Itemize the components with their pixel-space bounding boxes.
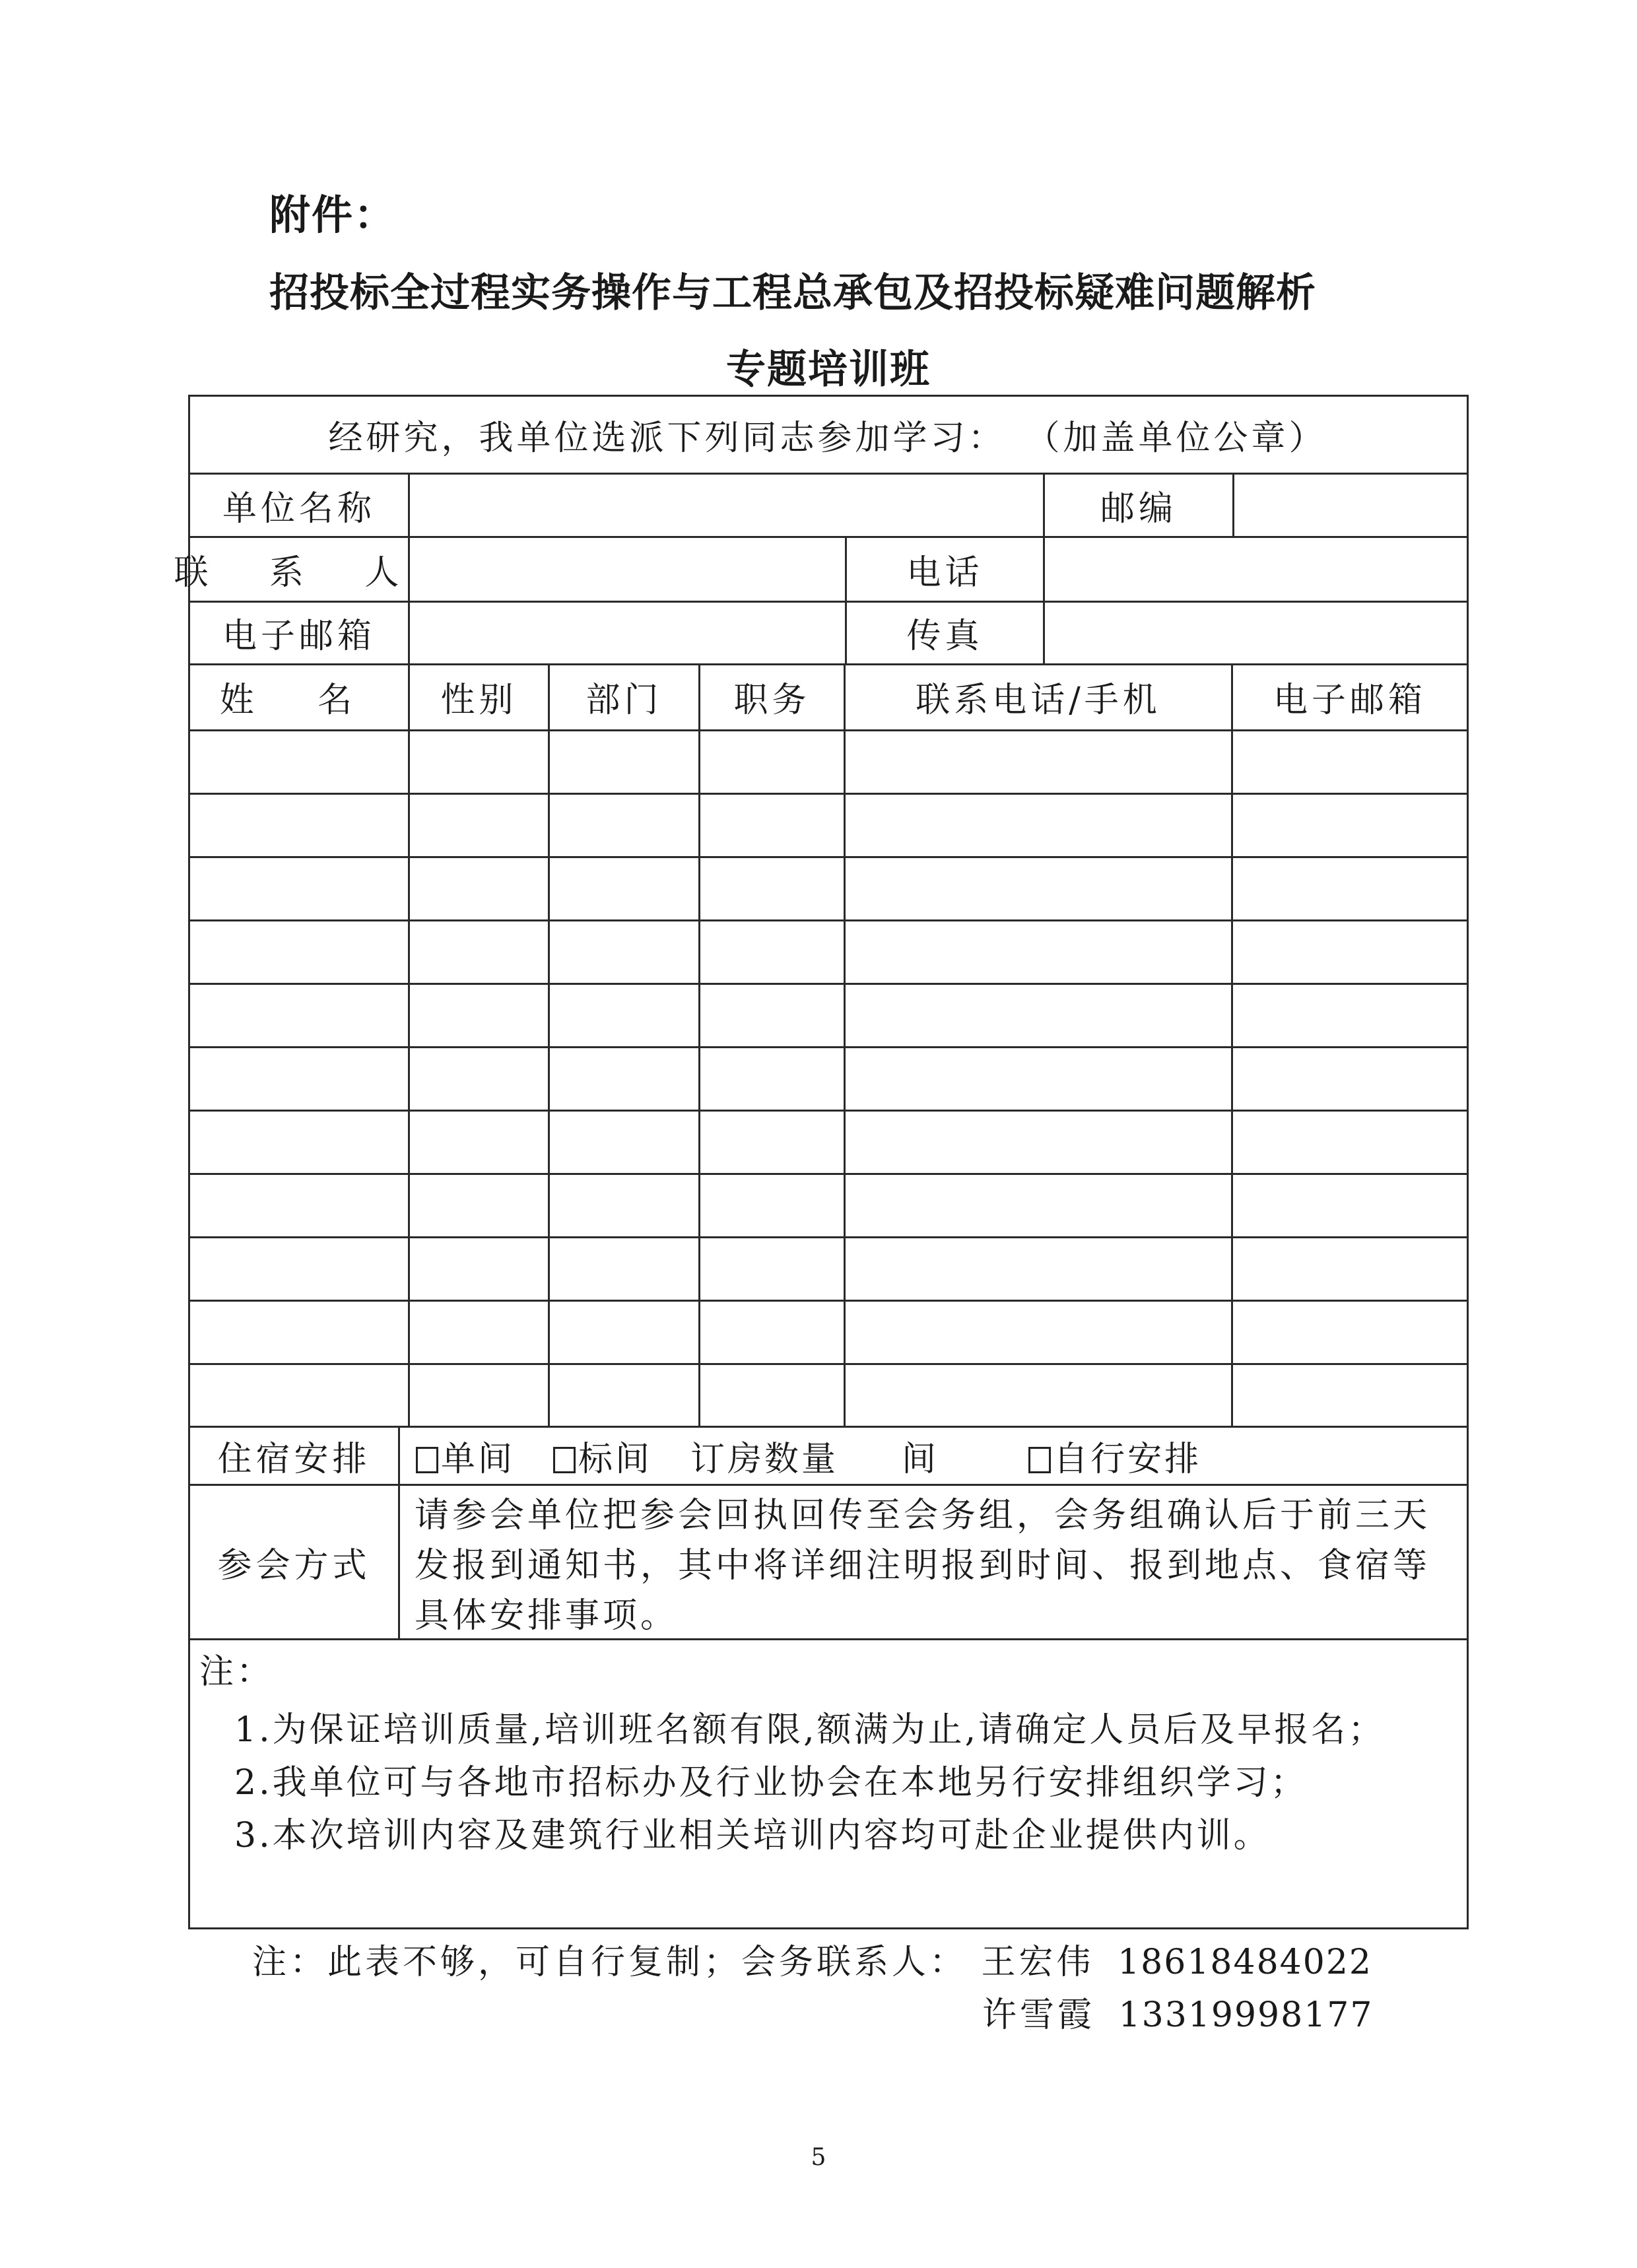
contact-2-name: 许雪霞 [982, 1995, 1096, 2035]
contact-field[interactable] [410, 537, 845, 601]
attendee-phone-field[interactable] [846, 1364, 1231, 1426]
attendee-department-field[interactable] [550, 1174, 698, 1236]
attendee-gender-field[interactable] [410, 857, 548, 919]
standard-room-label: 标间 [578, 1439, 653, 1479]
contact-1-name: 王宏伟 [981, 1943, 1094, 1982]
attendee-email-field[interactable] [1233, 1111, 1467, 1172]
footer-contact-2 [982, 1987, 1373, 2036]
attendee-email-field[interactable] [1233, 1238, 1467, 1299]
attendee-department-field[interactable] [550, 1364, 698, 1426]
attendee-name-field[interactable] [190, 731, 408, 792]
attendee-position-field[interactable] [700, 1174, 844, 1236]
self-arrange-label: 自行安排 [1053, 1439, 1202, 1479]
phone-label: 电话 [906, 552, 984, 593]
unit-name-label: 单位名称 [222, 488, 376, 529]
attendee-gender-field[interactable] [410, 984, 548, 1046]
attendee-department-field[interactable] [550, 1048, 698, 1109]
attendee-name-field[interactable] [190, 1111, 408, 1172]
attendee-name-field[interactable] [190, 1048, 408, 1109]
footer-note [252, 1934, 1372, 1984]
contact-2-phone: 13319998177 [1118, 1995, 1374, 2035]
fax-field[interactable] [1045, 602, 1467, 663]
single-room-checkbox[interactable] [416, 1447, 438, 1473]
attendee-phone-field[interactable] [846, 857, 1231, 919]
notes-title: 注： [199, 1652, 274, 1692]
attendee-position-field[interactable] [700, 731, 844, 792]
attendee-email-field[interactable] [1233, 794, 1467, 855]
note-item-3: 3.本次培训内容及建筑行业相关培训内容均可赴企业提供内训。 [234, 1816, 1271, 1855]
fax-label: 传真 [906, 617, 984, 656]
attendee-phone-field[interactable] [846, 1301, 1231, 1362]
attendee-email-field[interactable] [1233, 1048, 1467, 1109]
attendee-position-field[interactable] [700, 984, 844, 1046]
attendee-department-field[interactable] [550, 1238, 698, 1299]
footer-note-text: 注：此表不够，可自行复制；会务联系人： [252, 1943, 968, 1982]
attendee-gender-field[interactable] [410, 1364, 548, 1426]
attendee-department-field[interactable] [550, 794, 698, 855]
attendee-gender-field[interactable] [410, 731, 548, 792]
attendee-position-field[interactable] [700, 1301, 844, 1362]
attendee-gender-field[interactable] [410, 1048, 548, 1109]
column-header-name: 姓 名 [219, 680, 379, 720]
attendance-label: 参会方式 [217, 1545, 371, 1585]
intro-row [188, 396, 1467, 473]
attendee-gender-field[interactable] [410, 1174, 548, 1236]
attendee-position-field[interactable] [700, 921, 844, 982]
column-header-gender: 性别 [440, 680, 518, 720]
attendee-name-field[interactable] [190, 1301, 408, 1362]
attendee-department-field[interactable] [550, 1111, 698, 1172]
postcode-label: 邮编 [1100, 488, 1177, 529]
single-room-label: 单间 [441, 1439, 516, 1479]
attendee-gender-field[interactable] [410, 1301, 548, 1362]
attendee-name-field[interactable] [190, 794, 408, 855]
email-field[interactable] [410, 602, 845, 663]
attendee-position-field[interactable] [700, 794, 844, 855]
attendee-email-field[interactable] [1233, 731, 1467, 792]
attendee-department-field[interactable] [550, 1301, 698, 1362]
note-item-2: 2.我单位可与各地市招标办及行业协会在本地另行安排组织学习； [234, 1763, 1308, 1803]
attendee-department-field[interactable] [550, 731, 698, 792]
attendee-email-field[interactable] [1233, 1174, 1467, 1236]
attendee-position-field[interactable] [700, 1048, 844, 1109]
attendee-department-field[interactable] [550, 921, 698, 982]
attendee-phone-field[interactable] [846, 794, 1231, 855]
attendee-gender-field[interactable] [410, 1238, 548, 1299]
self-arrange-option[interactable] [1028, 1431, 1201, 1481]
attachment-label: 附件： [269, 191, 397, 239]
single-room-option[interactable] [416, 1431, 515, 1481]
postcode-field[interactable] [1234, 474, 1467, 536]
attendee-gender-field[interactable] [410, 1111, 548, 1172]
attendance-text: 请参会单位把参会回执回传至会务组，会务组确认后于前三天发报到通知书，其中将详细注明报到时间、报到地点、食宿等具体安排事项。 [415, 1496, 1431, 1636]
attendee-name-field[interactable] [190, 1364, 408, 1426]
attendee-email-field[interactable] [1233, 1301, 1467, 1362]
contact-1-phone: 18618484022 [1118, 1943, 1373, 1982]
room-count-label: 订房数量 [690, 1439, 839, 1479]
column-header-phone: 联系电话/手机 [916, 680, 1161, 720]
contact-label: 联 系 人 [174, 552, 424, 593]
intro-text: 经研究，我单位选派下列同志参加学习： [328, 418, 1006, 458]
attendee-gender-field[interactable] [410, 921, 548, 982]
attendee-position-field[interactable] [700, 857, 844, 919]
column-header-email: 电子邮箱 [1273, 680, 1426, 720]
unit-name-field[interactable] [410, 474, 1043, 536]
attendee-email-field[interactable] [1233, 921, 1467, 982]
standard-room-checkbox[interactable] [553, 1447, 576, 1473]
attendee-department-field[interactable] [550, 984, 698, 1046]
accommodation-options [416, 1427, 1459, 1484]
attendee-phone-field[interactable] [846, 1238, 1231, 1299]
attendee-phone-field[interactable] [846, 921, 1231, 982]
attendee-gender-field[interactable] [410, 794, 548, 855]
phone-field[interactable] [1045, 537, 1467, 601]
attendee-phone-field[interactable] [846, 731, 1231, 792]
note-item-1: 1.为保证培训质量,培训班名额有限,额满为止,请确定人员后及早报名； [234, 1710, 1386, 1750]
page-number: 5 [811, 2144, 826, 2171]
attendee-name-field[interactable] [190, 857, 408, 919]
standard-room-option[interactable] [553, 1431, 652, 1481]
email-label: 电子邮箱 [222, 617, 376, 656]
column-header-position: 职务 [733, 680, 811, 720]
attendee-phone-field[interactable] [846, 1111, 1231, 1172]
document-title: 招投标全过程实务操作与工程总承包及招投标疑难问题解析 [269, 270, 1316, 316]
attendee-email-field[interactable] [1233, 1364, 1467, 1426]
attendee-name-field[interactable] [190, 984, 408, 1046]
attendee-phone-field[interactable] [846, 1174, 1231, 1236]
attendee-phone-field[interactable] [846, 984, 1231, 1046]
column-header-department: 部门 [585, 680, 663, 720]
document-subtitle: 专题培训班 [726, 347, 931, 393]
attendee-position-field[interactable] [700, 1111, 844, 1172]
attendee-department-field[interactable] [550, 857, 698, 919]
attendee-name-field[interactable] [190, 921, 408, 982]
stamp-note: （加盖单位公章） [1025, 418, 1327, 458]
accommodation-label: 住宿安排 [217, 1439, 371, 1479]
attendee-position-field[interactable] [700, 1364, 844, 1426]
attendee-email-field[interactable] [1233, 984, 1467, 1046]
attendee-phone-field[interactable] [846, 1048, 1231, 1109]
attendee-name-field[interactable] [190, 1238, 408, 1299]
attendee-name-field[interactable] [190, 1174, 408, 1236]
room-unit-label: 间 [902, 1439, 937, 1479]
self-arrange-checkbox[interactable] [1028, 1447, 1051, 1473]
attendee-position-field[interactable] [700, 1238, 844, 1299]
attendee-email-field[interactable] [1233, 857, 1467, 919]
